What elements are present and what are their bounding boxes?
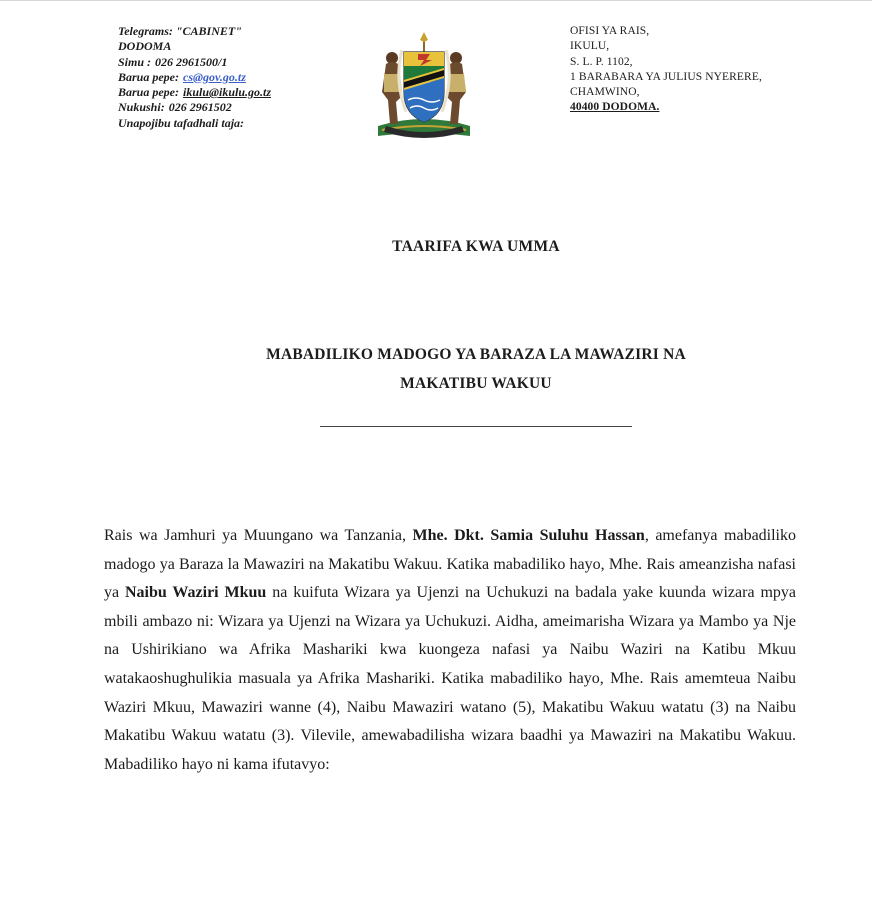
body-bold-president-name: Mhe. Dkt. Samia Suluhu Hassan (412, 527, 645, 544)
body-segment-3: na kuifuta Wizara ya Ujenzi na Uchukuzi na badala yake kuunda wizara mpya mbili ambazo ni: Wizara ya Ujenzi na Wizara ya Uchukuzi. Aidha, ameimarisha Wizara ya Mambo ya Nje na Ushirikiano wa Afrika Mashariki kwa kuongeza nafasi ya Naibu Waziri na Katibu Mkuu watakaoshughulikia masuala ya Afrika Mashariki. Katika mabadiliko hayo, Mhe. Rais amemteua Naibu Waziri Mkuu, Mawaziri wanne (4), Naibu Mawaziri watano (5), Makatibu Wakuu watatu (3) na Naibu Makatibu Wakuu watatu (3). Vilevile, amewabadilisha wizara baadhi ya Mawaziri na Makatibu Wakuu. Mabadiliko hayo ni kama ifutavyo: (104, 584, 797, 773)
address-block (570, 24, 810, 116)
reply-note: Unapojibu tafadhali taja: (118, 115, 245, 130)
email-link-cs[interactable]: cs@gov.go.tz (183, 69, 246, 84)
top-border (0, 0, 872, 1)
phone-label: Simu : (118, 54, 152, 69)
email-line-1 (118, 70, 368, 85)
fax-label: Nukushi: (118, 100, 165, 115)
fax-value: 026 2961502 (168, 100, 232, 115)
main-title-line-1: MABADILIKO MADOGO YA BARAZA LA MAWAZIRI NA (266, 346, 686, 363)
main-title-line-2: MAKATIBU WAKUU (400, 375, 552, 392)
body-segment-1: Rais wa Jamhuri ya Muungano wa Tanzania, (104, 527, 413, 544)
telegrams-line: Telegrams: "CABINET" (118, 24, 242, 38)
address-line-4: 1 BARABARA YA JULIUS NYERERE, (570, 70, 762, 83)
email-link-ikulu[interactable]: ikulu@ikulu.go.tz (183, 85, 272, 100)
address-line-2: IKULU, (570, 40, 610, 53)
phone-value: 026 2961500/1 (155, 54, 228, 69)
fax-line (118, 100, 368, 115)
notice-title: TAARIFA KWA UMMA (392, 238, 560, 255)
coat-of-arms-icon (372, 30, 476, 138)
address-line-1: OFISI YA RAIS, (570, 25, 650, 37)
email-line-2 (118, 85, 368, 100)
contact-block (118, 24, 368, 131)
body-segment-2: , amefanya mabadiliko madogo ya Baraza la Mawaziri na Makatibu Wakuu. Katika mabadiliko hayo, Mhe. Rais ameanzisha nafasi ya (104, 527, 797, 602)
body-bold-deputy-pm: Naibu Waziri Mkuu (125, 584, 267, 602)
address-line-3: S. L. P. 1102, (570, 55, 633, 68)
phone-line (118, 55, 368, 70)
main-title (210, 340, 742, 398)
address-line-6: 40400 DODOMA. (570, 101, 660, 114)
address-line-5: CHAMWINO, (570, 86, 640, 99)
city-line: DODOMA (118, 39, 172, 54)
email-label-1: Barua pepe: (118, 69, 179, 84)
email-label-2: Barua pepe: (118, 85, 179, 100)
title-divider (320, 426, 632, 427)
body-paragraph (104, 522, 796, 779)
